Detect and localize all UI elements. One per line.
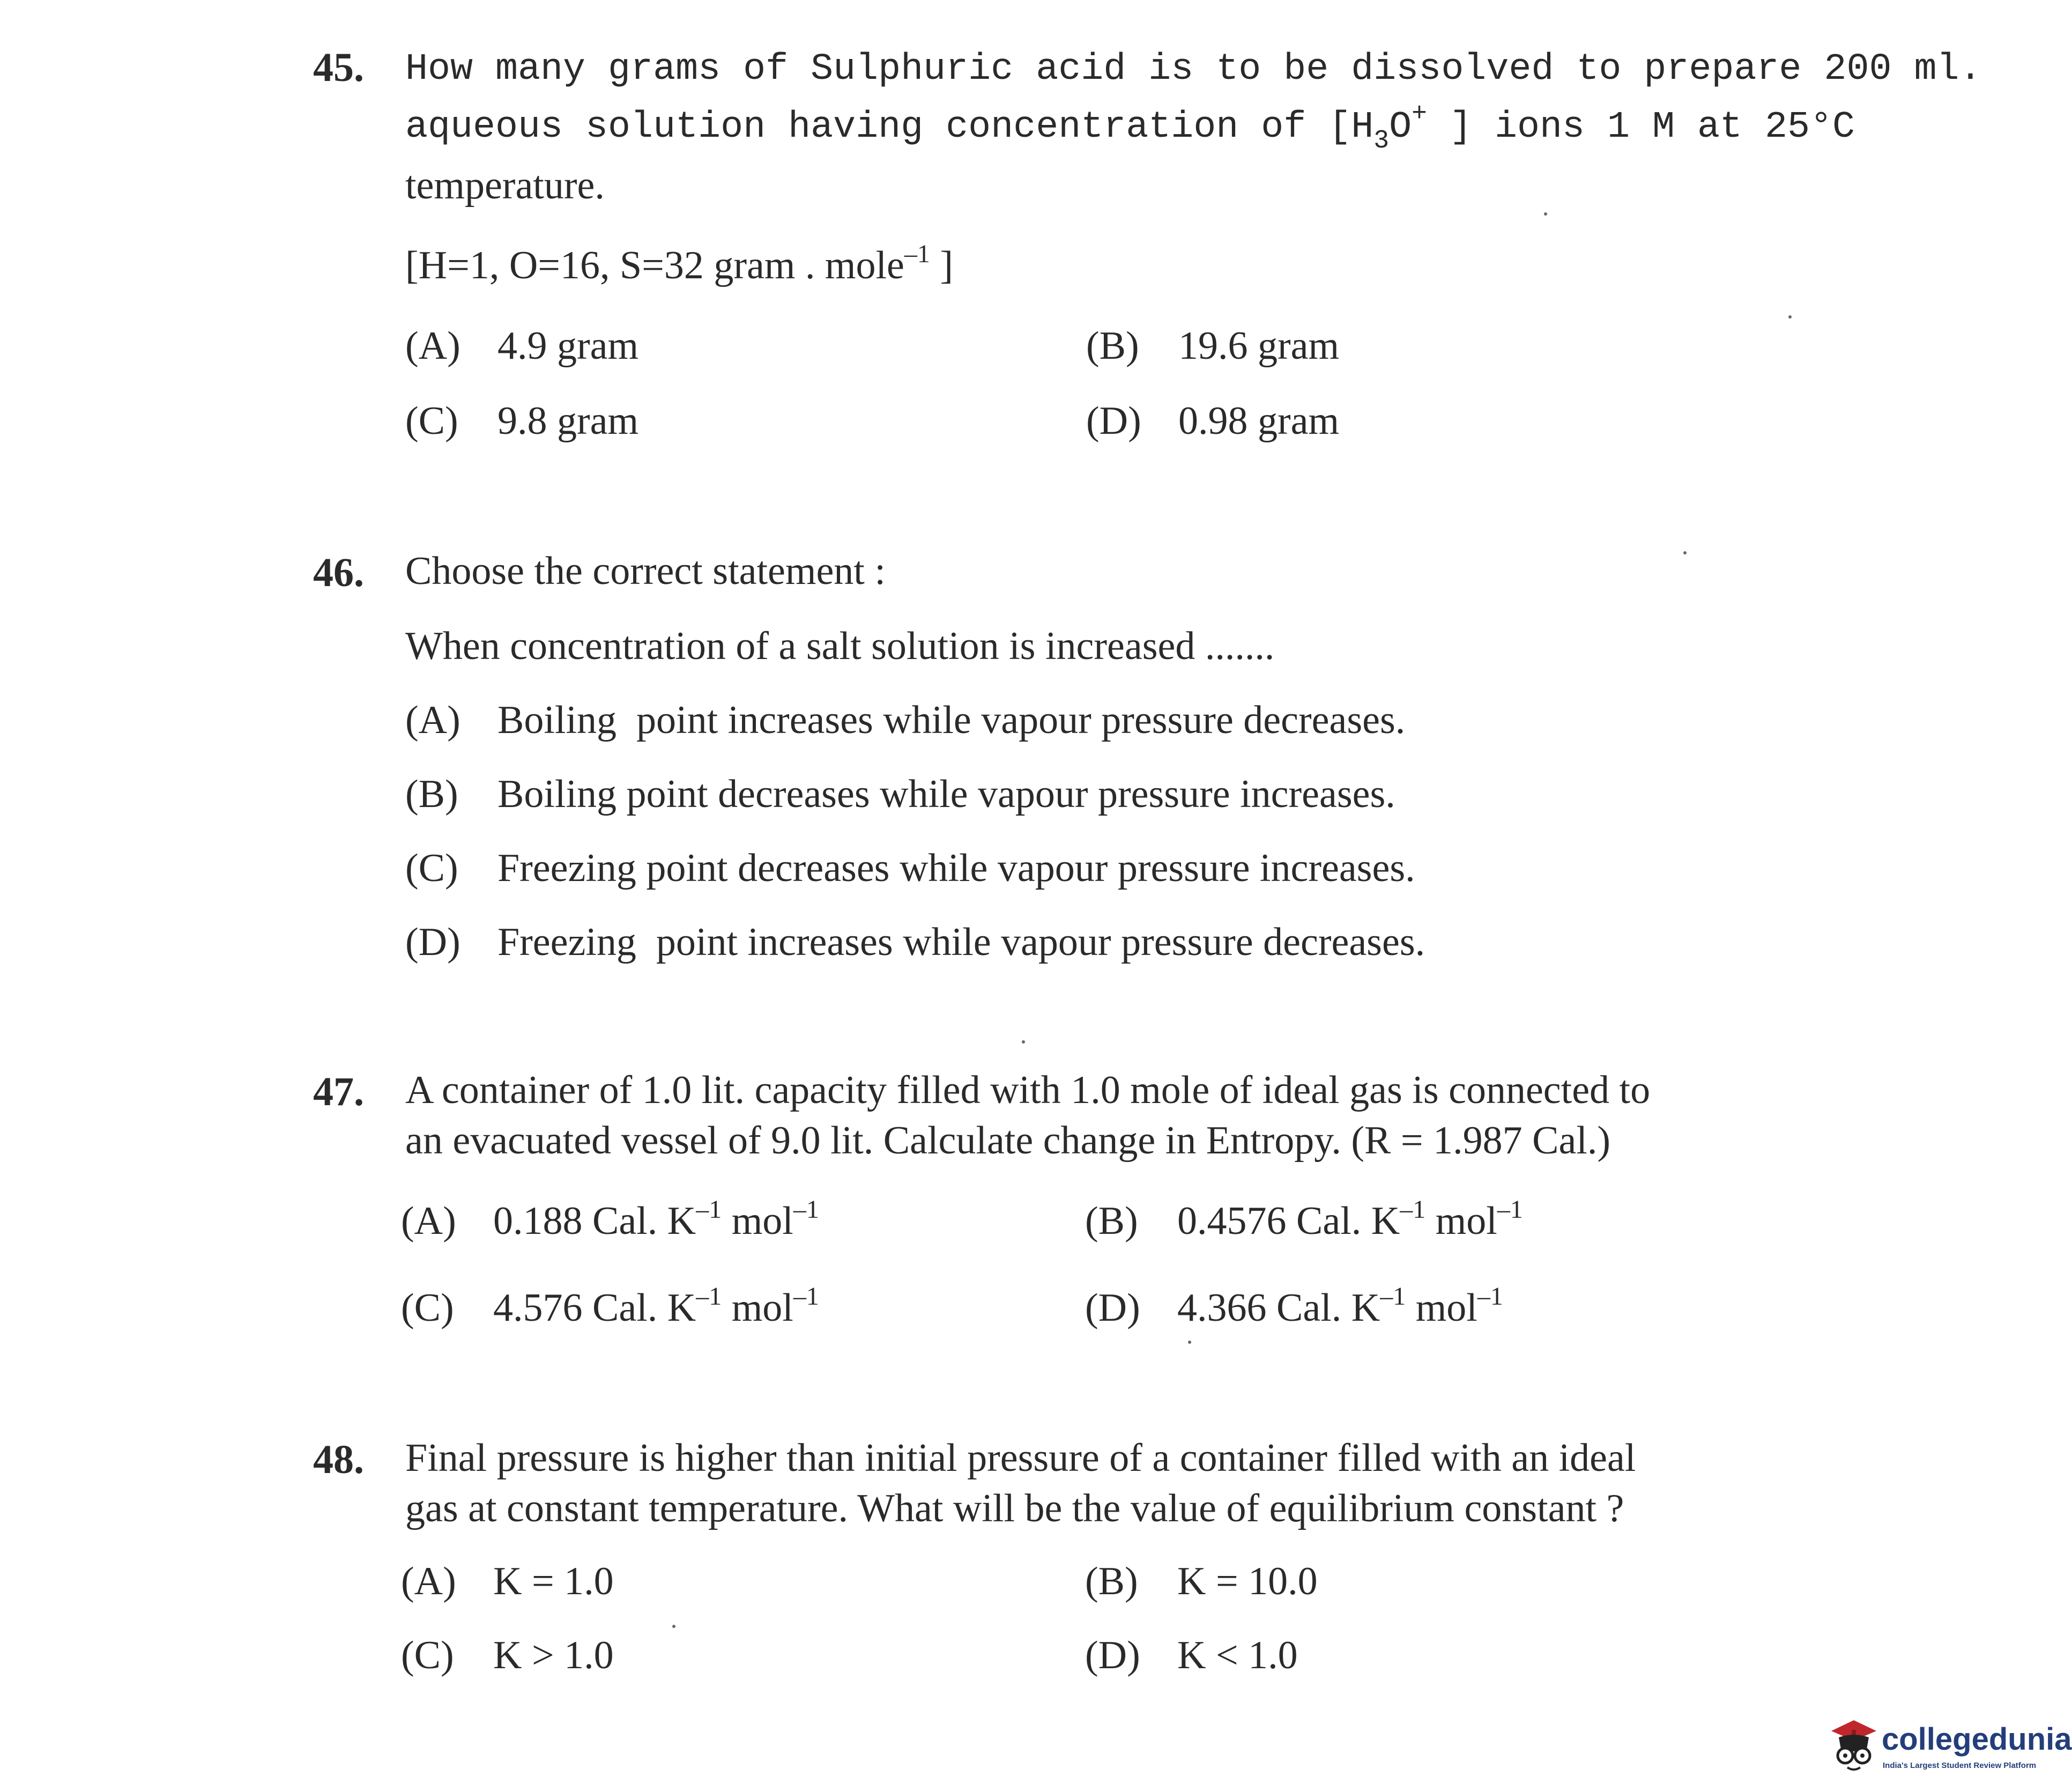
text-fragment: ] <box>930 243 954 287</box>
superscript: + <box>1412 100 1427 129</box>
option-text: 0.98 gram <box>1178 399 1340 443</box>
option-text: 9.8 gram <box>497 399 639 443</box>
option-label: (D) <box>405 920 461 964</box>
collegedunia-logo[interactable] <box>1827 1716 2072 1780</box>
option-label: (B) <box>405 772 458 816</box>
superscript: –1 <box>793 1195 819 1224</box>
option-value: 4.576 <box>493 1286 583 1330</box>
superscript: –1 <box>696 1195 722 1224</box>
unit: Cal. K <box>582 1199 696 1243</box>
question-text: Choose the correct statement : <box>405 549 886 593</box>
text-fragment: ] ions 1 M at 25°C <box>1427 106 1855 149</box>
unit: Cal. K <box>582 1286 696 1330</box>
option-label: (B) <box>1086 324 1139 368</box>
unit: mol <box>1406 1286 1477 1330</box>
option-a[interactable] <box>401 1561 614 1601</box>
option-text: K < 1.0 <box>1177 1633 1298 1677</box>
superscript: –1 <box>1477 1282 1503 1311</box>
question-line: How many grams of Sulphuric acid is to be dissolved to prepare 200 ml. <box>405 48 1982 91</box>
option-d[interactable] <box>405 922 1425 962</box>
option-label: (A) <box>401 1199 456 1243</box>
superscript: –1 <box>696 1282 722 1311</box>
unit: Cal. K <box>1266 1286 1380 1330</box>
unit: Cal. K <box>1286 1199 1400 1243</box>
option-text: K = 1.0 <box>493 1559 614 1603</box>
question-text <box>405 41 1982 214</box>
logo-tagline: India's Largest Student Review Platform <box>1883 1761 2037 1770</box>
mascot-icon <box>1827 1716 1881 1775</box>
option-label: (B) <box>1085 1199 1138 1243</box>
question-line <box>405 99 1855 157</box>
logo-wordmark: collegedunia <box>1882 1722 2072 1757</box>
scan-speck <box>1683 551 1687 554</box>
option-value: 0.188 <box>493 1199 583 1243</box>
option-d[interactable] <box>1085 1635 1298 1675</box>
superscript: –1 <box>1380 1282 1406 1311</box>
scan-speck <box>1544 212 1547 216</box>
option-text: Freezing point decreases while vapour pressure increases. <box>497 846 1415 890</box>
option-text: Freezing point increases while vapour pressure decreases. <box>497 920 1425 964</box>
question-number: 46. <box>313 550 364 595</box>
subscript: 3 <box>1373 127 1390 156</box>
superscript: –1 <box>1497 1195 1523 1224</box>
question-subtext: When concentration of a salt solution is increased ....... <box>405 624 1275 668</box>
unit: mol <box>1425 1199 1497 1243</box>
option-text: Boiling point increases while vapour pressure decreases. <box>497 698 1406 742</box>
question-line: temperature. <box>405 164 605 208</box>
option-label: (A) <box>405 324 461 368</box>
superscript: –1 <box>793 1282 819 1311</box>
option-label: (D) <box>1085 1286 1140 1330</box>
option-label: (C) <box>401 1633 454 1677</box>
question-number: 47. <box>313 1069 364 1114</box>
option-value: 4.366 <box>1177 1286 1267 1330</box>
question-number: 48. <box>313 1437 364 1482</box>
question-line: an evacuated vessel of 9.0 lit. Calculate change in Entropy. (R = 1.987 Cal.) <box>405 1119 1611 1163</box>
option-label: (C) <box>405 846 458 890</box>
option-text: 19.6 gram <box>1178 324 1340 368</box>
option-c[interactable] <box>405 848 1415 888</box>
scan-speck <box>1022 1040 1025 1043</box>
option-label: (D) <box>1086 399 1141 443</box>
option-text: K = 10.0 <box>1177 1559 1318 1603</box>
text-fragment: O <box>1389 106 1412 149</box>
option-a[interactable] <box>405 326 638 366</box>
option-b[interactable] <box>1085 1561 1318 1601</box>
option-text: Boiling point decreases while vapour pressure increases. <box>497 772 1395 816</box>
option-d[interactable] <box>1086 401 1339 441</box>
option-text: K > 1.0 <box>493 1633 614 1677</box>
superscript: –1 <box>1400 1195 1426 1224</box>
text-fragment: aqueous solution having concentration of [H <box>405 106 1374 149</box>
option-label: (B) <box>1085 1559 1138 1603</box>
text-fragment: [H=1, O=16, S=32 gram . mole <box>405 243 904 287</box>
option-label: (A) <box>405 698 461 742</box>
option-a[interactable] <box>405 700 1405 740</box>
option-a[interactable] <box>401 1195 819 1243</box>
option-label: (D) <box>1085 1633 1140 1677</box>
option-label: (C) <box>401 1286 454 1330</box>
option-label: (C) <box>405 399 458 443</box>
option-value: 0.4576 <box>1177 1199 1287 1243</box>
scan-speck <box>1788 315 1792 319</box>
scan-speck <box>672 1625 675 1628</box>
question-number: 45. <box>313 45 364 90</box>
question-line: gas at constant temperature. What will be the value of equilibrium constant ? <box>405 1486 1624 1530</box>
option-c[interactable] <box>405 401 638 441</box>
option-d[interactable] <box>1085 1282 1503 1330</box>
scan-speck <box>1188 1341 1191 1344</box>
question-line: Final pressure is higher than initial pressure of a container filled with an ideal <box>405 1436 1636 1480</box>
option-label: (A) <box>401 1559 456 1603</box>
given-data <box>405 240 954 287</box>
option-text: 4.9 gram <box>497 324 639 368</box>
option-b[interactable] <box>1086 326 1339 366</box>
question-line: A container of 1.0 lit. capacity filled with 1.0 mole of ideal gas is connected to <box>405 1068 1651 1112</box>
option-b[interactable] <box>405 774 1395 814</box>
option-c[interactable] <box>401 1635 614 1675</box>
superscript: –1 <box>904 240 930 268</box>
option-b[interactable] <box>1085 1195 1523 1243</box>
unit: mol <box>722 1199 793 1243</box>
unit: mol <box>722 1286 793 1330</box>
option-c[interactable] <box>401 1282 819 1330</box>
